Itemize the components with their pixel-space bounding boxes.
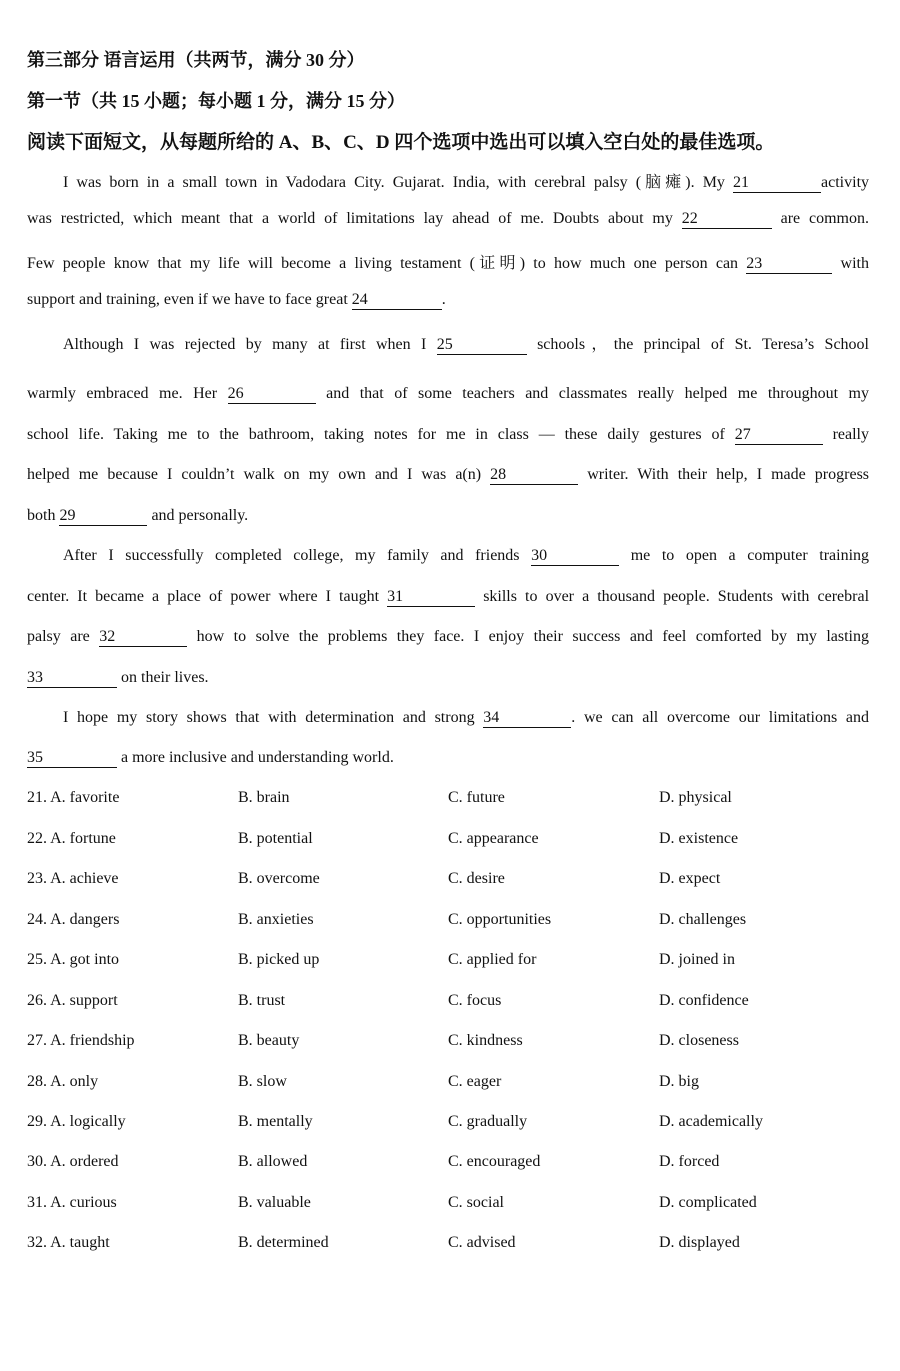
option-c: C. advised <box>448 1234 516 1251</box>
question-row-30 <box>27 1153 877 1175</box>
option-b: B. beauty <box>238 1032 300 1049</box>
passage-line <box>63 547 869 566</box>
passage-text: . we can all overcome our limitations and <box>571 709 870 726</box>
option-c: C. opportunities <box>448 911 552 928</box>
passage-text: schools，the principal of St. Teresa’s School <box>537 336 869 353</box>
option-b: B. overcome <box>238 870 320 887</box>
option-b: B. brain <box>238 789 290 806</box>
blank-29: 29 <box>59 508 147 526</box>
passage-text: and personally. <box>151 507 249 524</box>
question-row-27 <box>27 1032 877 1054</box>
question-row-25 <box>27 951 877 973</box>
question-row-31 <box>27 1194 877 1216</box>
option-a: 31. A. curious <box>27 1194 117 1211</box>
option-b: B. mentally <box>238 1113 313 1130</box>
option-a: 32. A. taught <box>27 1234 110 1251</box>
passage-text: school life. Taking me to the bathroom, taking notes for me in class — these daily gestures of <box>27 426 725 443</box>
question-row-26 <box>27 992 877 1014</box>
option-d: D. existence <box>659 830 739 847</box>
option-c: C. kindness <box>448 1032 523 1049</box>
passage-text: really <box>832 426 869 443</box>
passage-text: a more inclusive and understanding world. <box>121 749 394 766</box>
option-c: C. encouraged <box>448 1153 541 1170</box>
option-a: 28. A. only <box>27 1073 99 1090</box>
option-a: 27. A. friendship <box>27 1032 135 1049</box>
passage-line <box>27 426 869 445</box>
passage-text: writer. With their help, I made progress <box>587 466 870 483</box>
passage-text: was restricted, which meant that a world of limitations lay ahead of me. Doubts about my <box>27 210 673 227</box>
passage-line <box>27 669 869 688</box>
passage-text: helped me because I couldn’t walk on my own and I was a(n) <box>27 466 482 483</box>
blank-21: 21 <box>733 175 821 193</box>
passage-text: on their lives. <box>121 669 209 686</box>
blank-32: 32 <box>99 629 187 647</box>
passage-text: me to open a computer training <box>630 547 870 564</box>
blank-35: 35 <box>27 750 117 768</box>
option-b: B. trust <box>238 992 286 1009</box>
passage-line <box>63 709 869 728</box>
passage-text: activity <box>821 174 870 191</box>
option-d: D. confidence <box>659 992 749 1009</box>
option-d: D. expect <box>659 870 721 887</box>
blank-33: 33 <box>27 670 117 688</box>
option-b: B. slow <box>238 1073 287 1090</box>
passage-text: with <box>840 255 869 272</box>
option-a: 29. A. logically <box>27 1113 126 1130</box>
passage-line <box>27 749 869 768</box>
subsection-title: 第一节（共 15 小题；每小题 1 分，满分 15 分） <box>27 91 405 111</box>
passage-line <box>27 466 869 485</box>
option-d: D. complicated <box>659 1194 757 1211</box>
option-a: 22. A. fortune <box>27 830 116 847</box>
option-c: C. eager <box>448 1073 502 1090</box>
passage-text: palsy are <box>27 628 90 645</box>
passage-line <box>27 385 869 404</box>
blank-24: 24 <box>352 292 442 310</box>
option-d: D. displayed <box>659 1234 740 1251</box>
blank-31: 31 <box>387 589 475 607</box>
question-row-23 <box>27 870 877 892</box>
question-row-28 <box>27 1073 877 1095</box>
option-b: B. potential <box>238 830 313 847</box>
option-a: 21. A. favorite <box>27 789 120 806</box>
option-c: C. desire <box>448 870 505 887</box>
passage-line <box>63 331 869 355</box>
passage-line <box>27 507 869 526</box>
passage-text: I hope my story shows that with determination and strong <box>63 709 475 726</box>
blank-30: 30 <box>531 548 619 566</box>
option-c: C. focus <box>448 992 502 1009</box>
passage-line <box>27 588 869 607</box>
passage-text: are common. <box>780 210 869 227</box>
question-row-24 <box>27 911 877 933</box>
blank-22: 22 <box>682 211 772 229</box>
passage-line <box>27 250 869 274</box>
option-b: B. determined <box>238 1234 329 1251</box>
option-c: C. appearance <box>448 830 539 847</box>
option-a: 24. A. dangers <box>27 911 120 928</box>
option-d: D. forced <box>659 1153 720 1170</box>
option-d: D. big <box>659 1073 699 1090</box>
blank-26: 26 <box>228 386 316 404</box>
option-b: B. allowed <box>238 1153 308 1170</box>
passage-text: I was born in a small town in Vadodara City. Gujarat. India, with cerebral palsy (脑瘫). My <box>63 174 725 191</box>
instructions: 阅读下面短文，从每题所给的 A、B、C、D 四个选项中选出可以填入空白处的最佳选项。 <box>27 132 775 153</box>
option-b: B. anxieties <box>238 911 314 928</box>
passage-text: After I successfully completed college, my family and friends <box>63 547 520 564</box>
passage-text: Few people know that my life will become a living testament (证明) to how much one person can <box>27 255 739 272</box>
passage-text: warmly embraced me. Her <box>27 385 218 402</box>
question-row-32 <box>27 1234 877 1256</box>
blank-28: 28 <box>490 467 578 485</box>
option-d: D. joined in <box>659 951 735 968</box>
passage-text: Although I was rejected by many at first when I <box>63 336 427 353</box>
option-b: B. picked up <box>238 951 320 968</box>
passage-line <box>27 210 869 229</box>
passage-text: how to solve the problems they face. I enjoy their success and feel comforted by my lasting <box>196 628 870 645</box>
question-row-22 <box>27 830 877 852</box>
passage-text: and that of some teachers and classmates really helped me throughout my <box>326 385 869 402</box>
blank-25: 25 <box>437 337 527 355</box>
option-a: 30. A. ordered <box>27 1153 119 1170</box>
passage-text: skills to over a thousand people. Students with cerebral <box>483 588 870 605</box>
passage-text: . <box>441 291 446 308</box>
question-row-21 <box>27 789 877 811</box>
option-d: D. academically <box>659 1113 763 1130</box>
option-c: C. applied for <box>448 951 537 968</box>
blank-23: 23 <box>746 256 832 274</box>
blank-27: 27 <box>735 427 823 445</box>
option-a: 23. A. achieve <box>27 870 119 887</box>
passage-line <box>27 628 869 647</box>
option-c: C. future <box>448 789 505 806</box>
option-c: C. social <box>448 1194 504 1211</box>
question-row-29 <box>27 1113 877 1135</box>
option-b: B. valuable <box>238 1194 311 1211</box>
option-c: C. gradually <box>448 1113 528 1130</box>
passage-line <box>63 169 869 193</box>
option-a: 26. A. support <box>27 992 118 1009</box>
section-title: 第三部分 语言运用（共两节，满分 30 分） <box>27 50 365 70</box>
blank-34: 34 <box>483 710 571 728</box>
passage-text: both <box>27 507 56 524</box>
passage-text: support and training, even if we have to face great <box>27 291 348 308</box>
option-a: 25. A. got into <box>27 951 120 968</box>
option-d: D. closeness <box>659 1032 739 1049</box>
passage-text: center. It became a place of power where I taught <box>27 588 380 605</box>
passage-line <box>27 291 869 310</box>
option-d: D. challenges <box>659 911 747 928</box>
option-d: D. physical <box>659 789 732 806</box>
